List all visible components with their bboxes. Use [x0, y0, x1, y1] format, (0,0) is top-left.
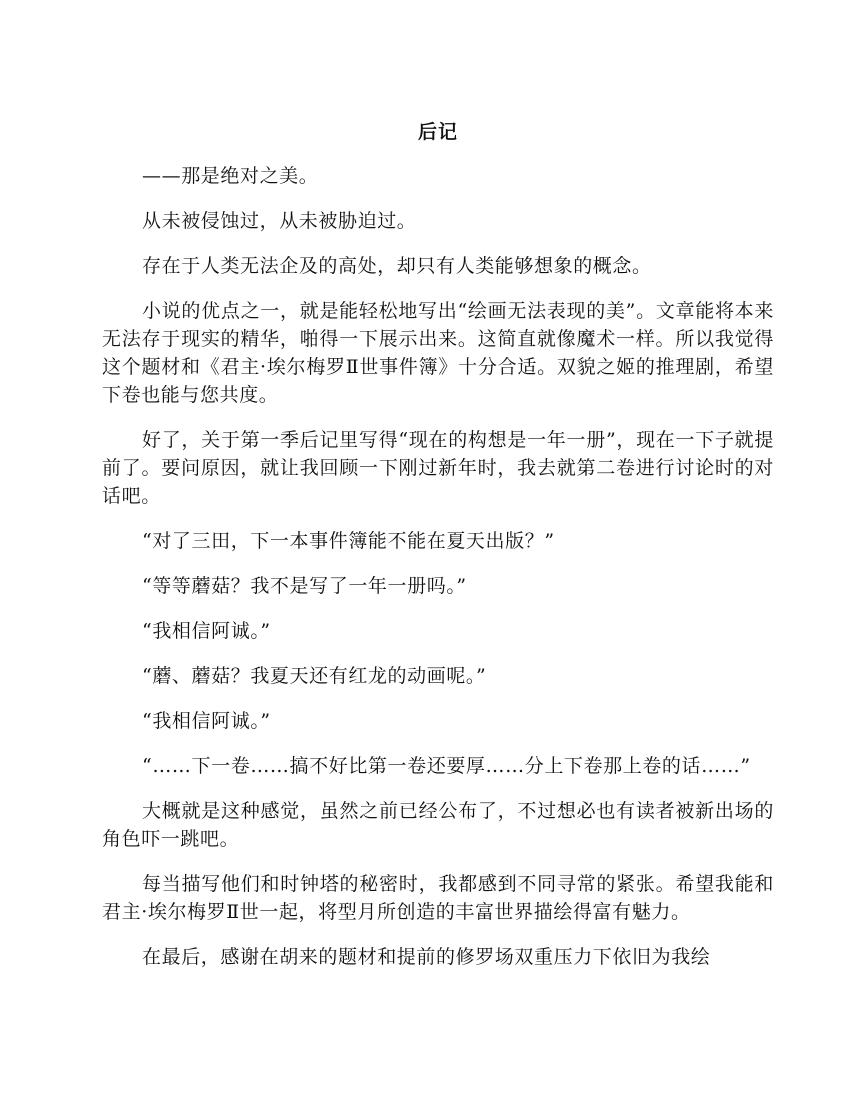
dialogue-line: “我相信阿诚。”: [142, 620, 271, 642]
dialogue-line: “……下一卷……搞不好比第一卷还要厚……分上下卷那上卷的话……”: [142, 755, 751, 777]
paragraph: 大概就是这种感觉，虽然之前已经公布了，不过想必也有读者被新出场的角色吓一跳吧。: [102, 800, 774, 850]
paragraph: 每当描写他们和时钟塔的秘密时，我都感到不同寻常的紧张。希望我能和君主·埃尔梅罗Ⅱ世一起，将型月所创造的丰富世界描绘得富有魅力。: [102, 873, 774, 923]
paragraph: 小说的优点之一，就是能轻松地写出“绘画无法表现的美”。文章能将本来无法存于现实的精华，啪得一下展示出来。这简直就像魔术一样。所以我觉得这个题材和《君主·埃尔梅罗Ⅱ世事件簿》十分合适。双貌之姬的推理剧，希望下卷也能与您共度。: [102, 300, 774, 406]
paragraph: 存在于人类无法企及的高处，却只有人类能够想象的概念。: [142, 255, 652, 277]
dialogue-line: “对了三田，下一本事件簿能不能在夏天出版？”: [142, 530, 555, 552]
dialogue-line: “我相信阿诚。”: [142, 710, 271, 732]
dialogue-line: “等等蘑菇？我不是写了一年一册吗。”: [142, 575, 467, 597]
paragraph: 从未被侵蚀过，从未被胁迫过。: [142, 210, 417, 232]
document-page: [102, 118, 774, 988]
dialogue-line: “蘑、蘑菇？我夏天还有红龙的动画呢。”: [142, 665, 487, 687]
paragraph: 在最后，感谢在胡来的题材和提前的修罗场双重压力下依旧为我绘: [142, 946, 711, 968]
paragraph: ——那是绝对之美。: [142, 165, 319, 187]
paragraph: 好了，关于第一季后记里写得“现在的构想是一年一册”，现在一下子就提前了。要问原因，就让我回顾一下刚过新年时，我去就第二卷进行讨论时的对话吧。: [102, 429, 774, 507]
page-title: 后记: [417, 121, 458, 143]
